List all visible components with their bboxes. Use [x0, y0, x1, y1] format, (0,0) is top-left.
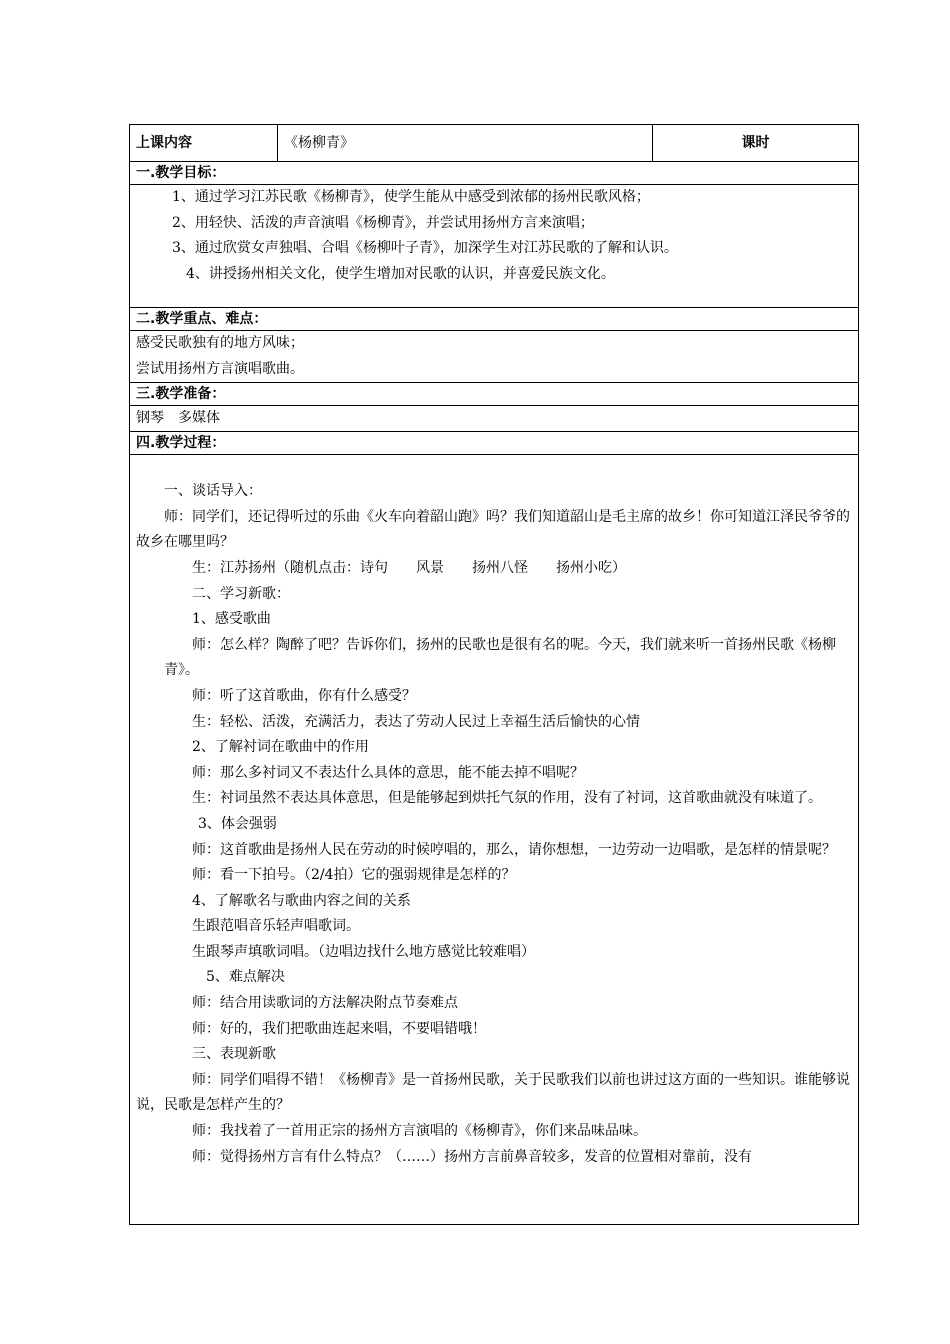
process-line: 师：那么多衬词又不表达什么具体的意思，能不能去掉不唱呢？	[192, 764, 584, 781]
prep-heading: 三.教学准备：	[130, 383, 859, 406]
goals-body-row	[130, 185, 859, 308]
key-item: 尝试用扬州方言演唱歌曲。	[136, 360, 304, 377]
goals-heading: 一.教学目标：	[130, 162, 859, 185]
process-line: 师：听了这首歌曲，你有什么感受？	[192, 687, 416, 704]
keys-heading: 二.教学重点、难点：	[130, 308, 859, 331]
prep-body: 钢琴 多媒体	[130, 406, 859, 432]
goal-item: 3、通过欣赏女声独唱、合唱《杨柳叶子青》，加深学生对江苏民歌的了解和认识。	[172, 240, 678, 257]
process-body-row	[130, 455, 859, 1225]
goals-body	[130, 185, 859, 308]
process-line: 一、谈话导入：	[164, 483, 262, 500]
process-line: 生跟琴声填歌词唱。（边唱边找什么地方感觉比较难唱）	[192, 943, 535, 960]
process-line: 3、体会强弱	[198, 815, 277, 832]
keys-body-row	[130, 331, 859, 383]
process-line: 二、学习新歌：	[192, 585, 290, 602]
process-line: 5、难点解决	[206, 969, 285, 986]
process-body	[130, 455, 859, 1225]
prep-body-row	[130, 406, 859, 432]
process-line: 4、了解歌名与歌曲内容之间的关系	[192, 892, 411, 909]
keys-heading-row	[130, 308, 859, 331]
prep-heading-row	[130, 383, 859, 406]
header-row	[130, 125, 859, 162]
process-line: 2、了解衬词在歌曲中的作用	[192, 739, 369, 756]
process-heading: 四.教学过程：	[130, 432, 859, 455]
process-line: 师：结合用读歌词的方法解决附点节奏难点	[192, 995, 458, 1012]
process-line: 生：衬词虽然不表达具体意思，但是能够起到烘托气氛的作用，没有了衬词，这首歌曲就没有味道了。	[192, 790, 822, 807]
lesson-title: 《杨柳青》	[278, 125, 653, 162]
process-line: 师：我找着了一首用正宗的扬州方言演唱的《杨柳青》，你们来品味品味。	[192, 1123, 647, 1140]
lesson-plan-document	[129, 124, 858, 1225]
process-line: 三、表现新歌	[192, 1046, 276, 1063]
lesson-plan-table	[129, 124, 859, 1225]
key-item: 感受民歌独有的地方风味；	[136, 335, 304, 351]
goals-heading-row	[130, 162, 859, 185]
process-line: 师：怎么样？陶醉了吧？告诉你们，扬州的民歌也是很有名的呢。今天，我们就来听一首扬州民歌《杨柳青》。	[164, 636, 836, 679]
process-line: 生：轻松、活泼，充满活力，表达了劳动人民过上幸福生活后愉快的心情	[192, 713, 640, 730]
process-line: 师：好的，我们把歌曲连起来唱，不要唱错哦！	[192, 1020, 486, 1037]
process-heading-row	[130, 432, 859, 455]
goal-item: 2、用轻快、活泼的声音演唱《杨柳青》，并尝试用扬州方言来演唱；	[172, 214, 594, 231]
process-line: 师：同学们，还记得听过的乐曲《火车向着韶山跑》吗？我们知道韶山是毛主席的故乡！你可知道江泽民爷爷的故乡在哪里吗？	[136, 508, 850, 551]
keys-body	[130, 331, 859, 383]
process-line: 师：看一下拍号。（2/4拍）它的强弱规律是怎样的？	[192, 867, 516, 884]
process-line: 师：觉得扬州方言有什么特点？（……）扬州方言前鼻音较多，发音的位置相对靠前，没有	[192, 1148, 752, 1165]
goal-item: 4、讲授扬州相关文化，使学生增加对民歌的认识，并喜爱民族文化。	[186, 265, 615, 282]
period-label: 课时	[741, 135, 770, 151]
period-cell	[653, 125, 859, 162]
process-line: 师：这首歌曲是扬州人民在劳动的时候哼唱的，那么，请你想想，一边劳动一边唱歌，是怎样的情景呢？	[192, 841, 836, 858]
process-line: 生：江苏扬州（随机点击：诗句 风景 扬州八怪 扬州小吃）	[192, 559, 626, 576]
content-label: 上课内容	[130, 125, 278, 162]
process-line: 生跟范唱音乐轻声唱歌词。	[192, 918, 360, 935]
goal-item: 1、通过学习江苏民歌《杨柳青》，使学生能从中感受到浓郁的扬州民歌风格；	[172, 189, 650, 205]
process-line: 1、感受歌曲	[192, 611, 271, 628]
process-line: 师：同学们唱得不错！《杨柳青》是一首扬州民歌，关于民歌我们以前也讲过这方面的一些知识。谁能够说说，民歌是怎样产生的？	[136, 1071, 850, 1114]
